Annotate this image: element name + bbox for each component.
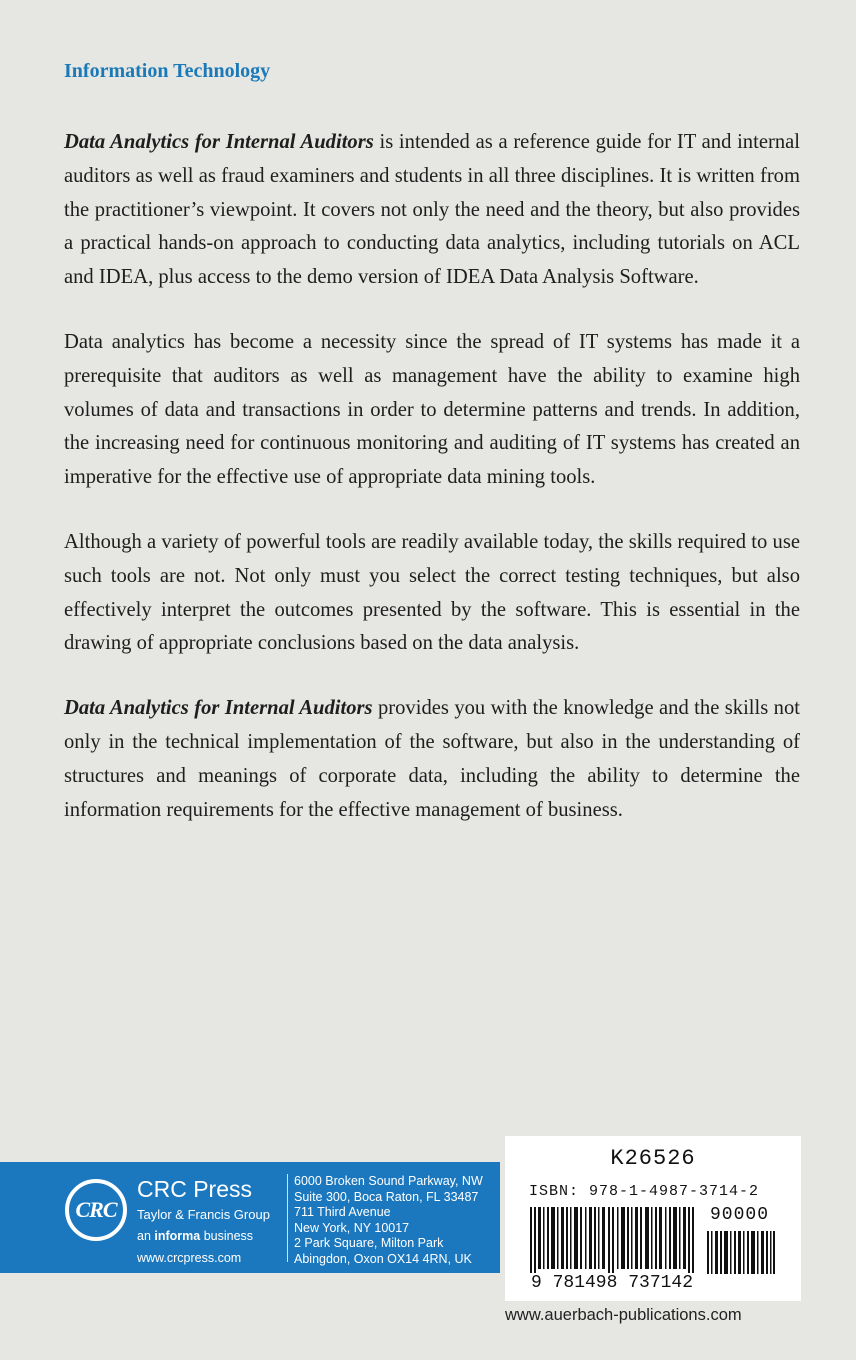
price-code: 90000 (710, 1205, 770, 1225)
paragraph-2: Data analytics has become a necessity since the spread of IT systems has made it a prerequisite that auditors as well as management have the ability to examine high volumes of data and transactions in order to determine patterns and trends. In addition, the increasing need for continuous monitoring and auditing of IT systems has created an imperative for the effective use of appropriate data mining tools. (64, 330, 800, 489)
product-code: K26526 (610, 1146, 696, 1171)
paragraph-1: Data Analytics for Internal Auditors is intended as a reference guide for IT and internal auditors as well as fraud examiners and students in all three disciplines. It is written from the practitioner’s viewpoint. It covers not only the need and the theory, but also provides a practical hands-on approach to conducting data analytics, including tutorials on ACL and IDEA, plus access to the demo version of IDEA Data Analysis Software. (64, 131, 800, 289)
isbn-text: ISBN: 978-1-4987-3714-2 (529, 1183, 760, 1200)
publisher-band (0, 1162, 500, 1273)
book-title: Data Analytics for Internal Auditors (64, 131, 374, 153)
price-barcode-icon (705, 1231, 777, 1274)
publisher-tagline: an informa business (137, 1229, 254, 1243)
category-heading: Information Technology (64, 60, 271, 82)
book-title: Data Analytics for Internal Auditors (64, 697, 373, 720)
publisher-addresses: 6000 Broken Sound Parkway, NW Suite 300, Boca Raton, FL 33487 711 Third Avenue New York, NY 10017 2 Park Square, Milton Park Abingdon, Oxon OX14 4RN, UK (294, 1174, 483, 1266)
barcode-digits: 9 781498 737142 (531, 1273, 694, 1293)
description (64, 126, 800, 858)
paragraph-4: Data Analytics for Internal Auditors provides you with the knowledge and the skills not only in the technical implementation of the software, but also in the understanding of structures and meanings of corporate data, including the ability to determine the information requirements for the effective management of business. (64, 697, 800, 821)
divider (287, 1174, 288, 1262)
publisher-name: CRC Press (137, 1176, 253, 1202)
publisher-group: Taylor & Francis Group (137, 1207, 270, 1222)
barcode-box (505, 1136, 801, 1301)
crc-logo-icon: CRC (65, 1179, 127, 1241)
publisher-url: www.crcpress.com (137, 1251, 242, 1265)
isbn-barcode-icon (530, 1207, 700, 1273)
website-url: www.auerbach-publications.com (505, 1306, 742, 1324)
paragraph-3: Although a variety of powerful tools are readily available today, the skills required to use such tools are not. Not only must you select the correct testing techniques, but also effectively interpret the outcomes presented by the software. This is essential in the drawing of appropriate conclusions based on the data analysis. (64, 530, 800, 655)
